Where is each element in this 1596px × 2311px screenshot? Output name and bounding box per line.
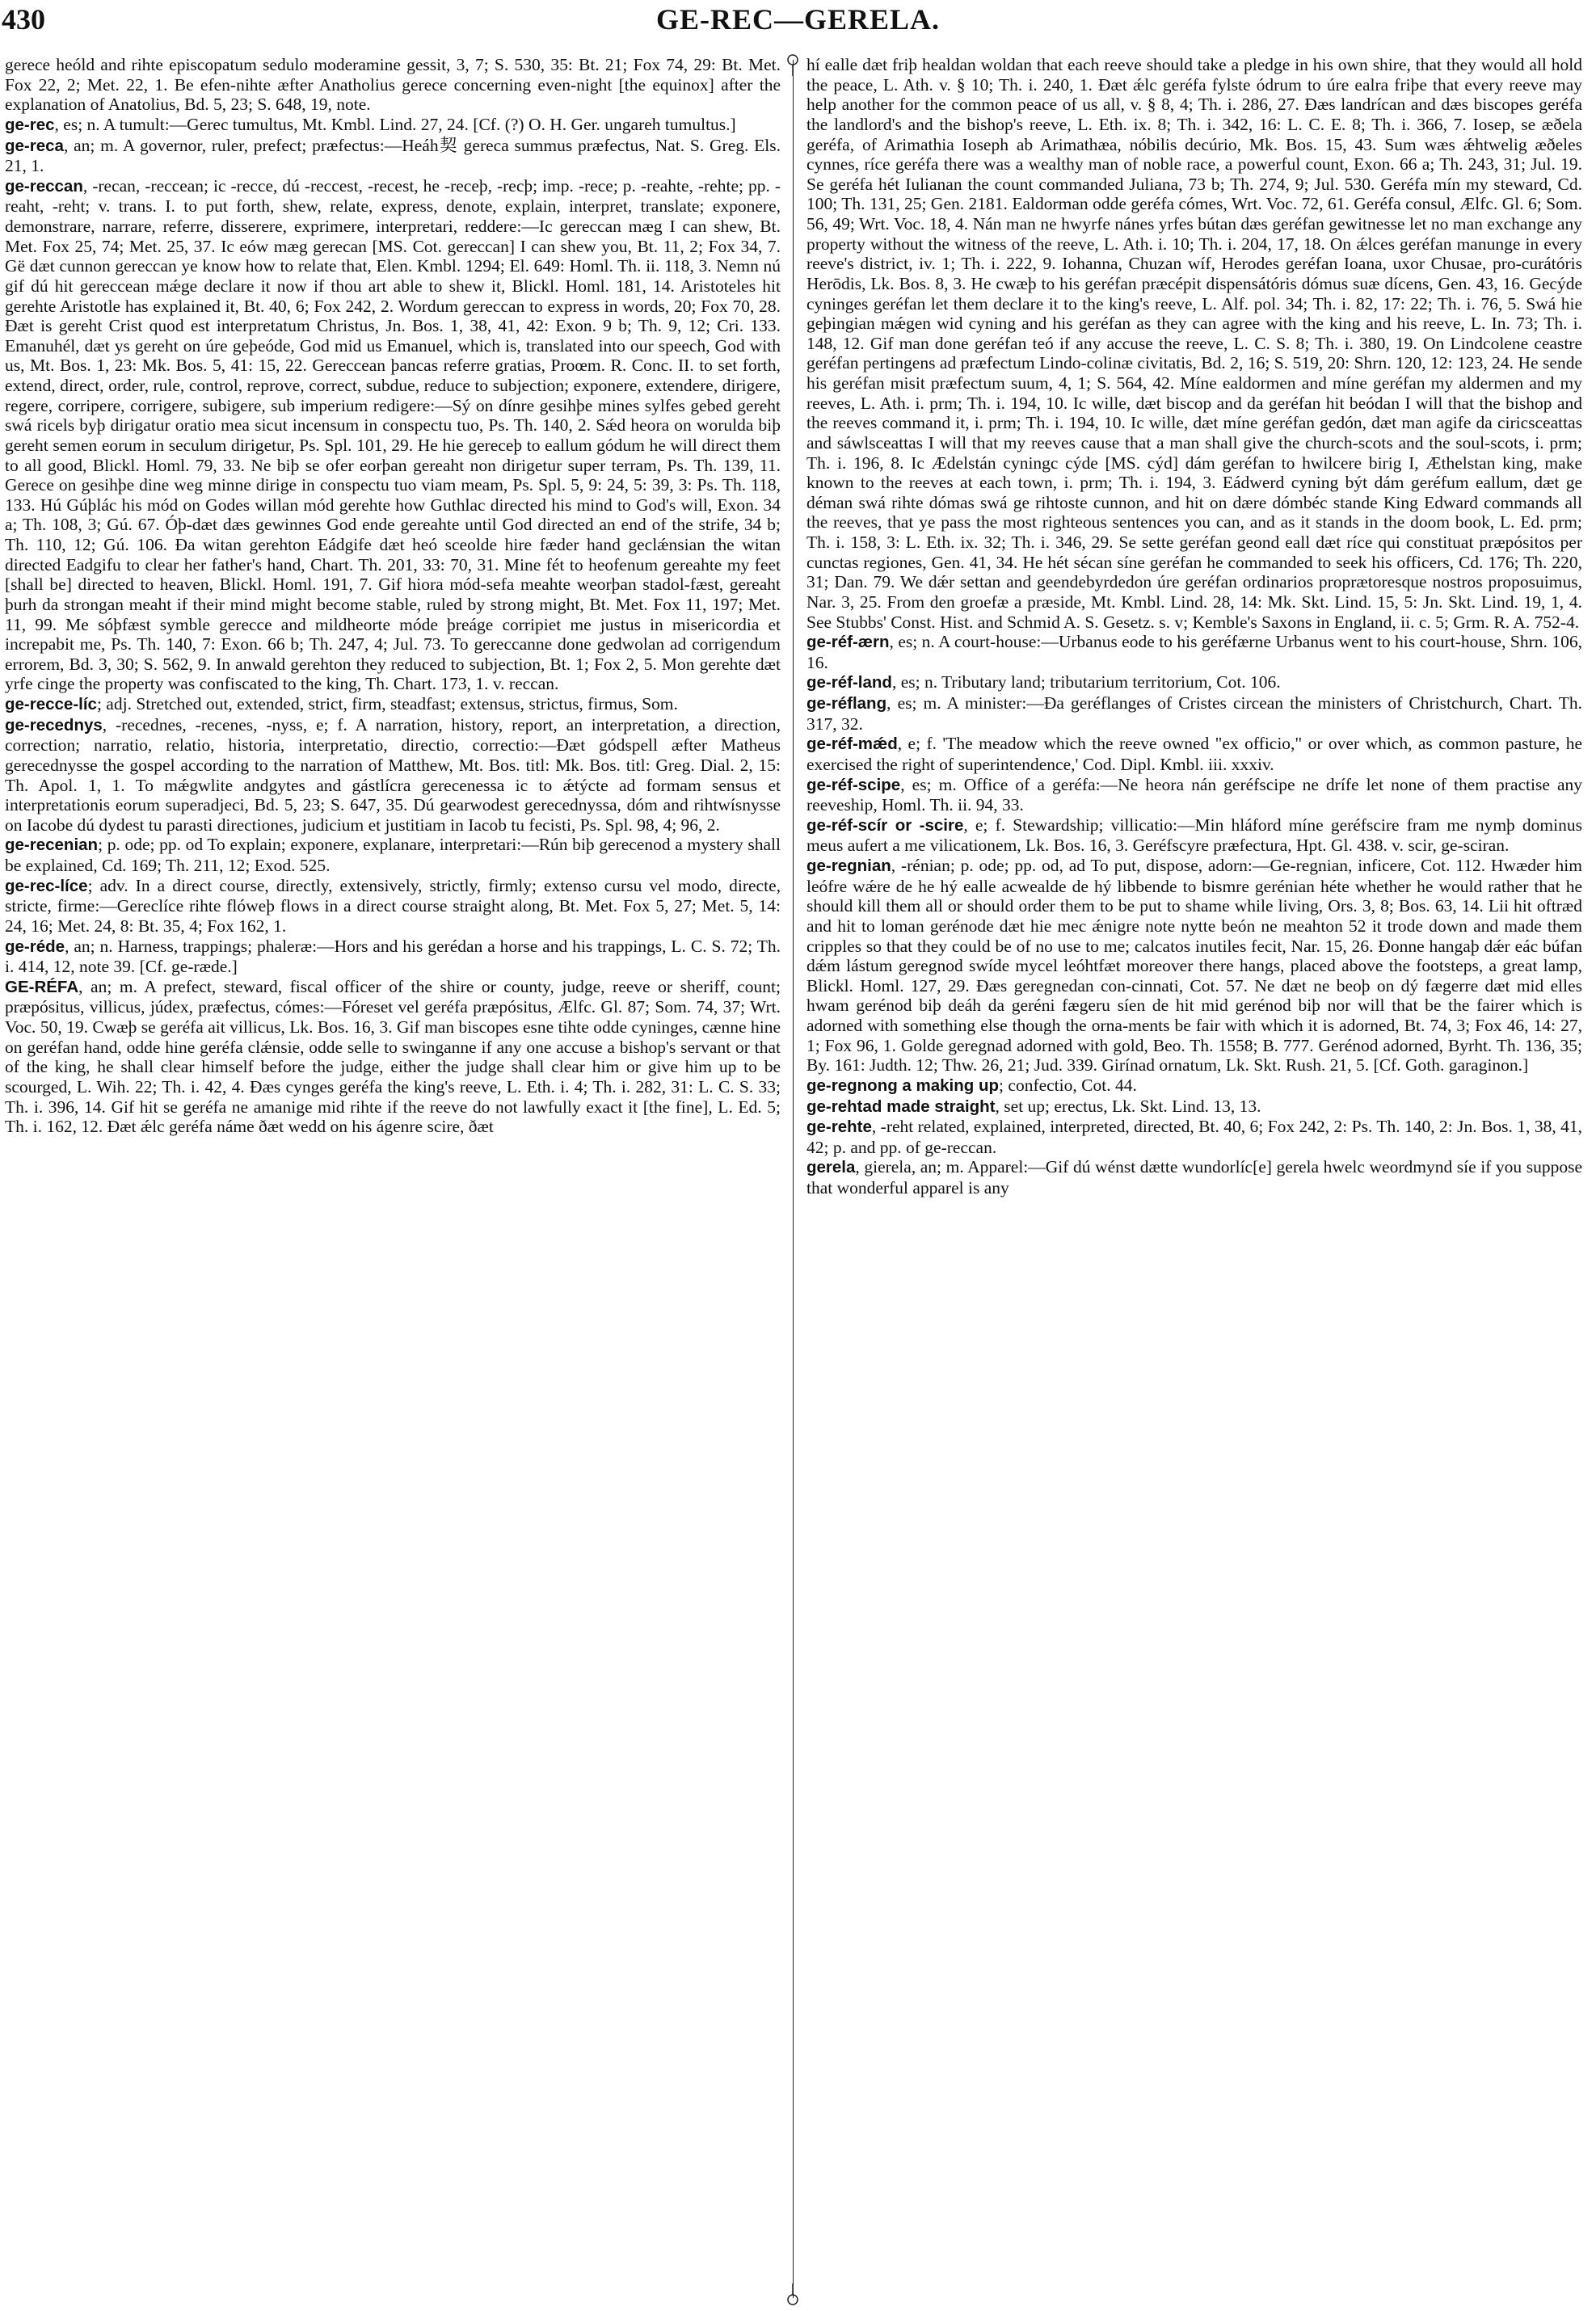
dictionary-entry: ge-réf-scír or -scire, e; f. Stewardship; villicatio:—Min hláford míne geréfscire fram me nymþ dominus meus aufert a me vilicationem, Lk. Bos. 16, 3. Geréfscyre præfectura, Hpt. Gl. 438. v. scir, ge-sciran.: [806, 815, 1582, 856]
entry-headword: ge-recenian: [5, 836, 99, 855]
dictionary-entry: ge-réflang, es; m. A minister:—Ða geréflanges of Cristes circean the ministers of Christchurch, Chart. Th. 317, 32.: [806, 693, 1582, 734]
dictionary-entry: ge-regnong a making up; confectio, Cot. 44.: [806, 1075, 1137, 1095]
entry-headword: ge-recednys: [5, 715, 103, 735]
entry-headword: ge-réf-scipe: [806, 775, 901, 794]
column-ornament-bottom-icon: [781, 2284, 805, 2308]
dictionary-entry: ge-regnian, -rénian; p. ode; pp. od, ad To put, dispose, adorn:—Ge-regnian, inficere, Cot. 112. Hwæder him leófre wǽre de he hý ealle acwealde de hý libbende to bismre gerénian héte whether he would rather that he should kill them all or should order them to be put to shame while living, Ors. 3, 8; Bos. 63, 14. Lii hit oftræd and hit to loman gerénode dæt hie mec ǽnigre note nytte beón ne meahton 52 it trode down and made them cripples so that they could be of no use to me; calcatos inutiles fecit, Nar. 15, 26. Ðonne hangaþ dǽr eác búfan dǽm lástum geregnod swíde mycel leóhtfæt moreover there hangs, placed above the footsteps, a great lamp, Blickl. Homl. 127, 29. Ðæs geregnedan con-cinnati, Cot. 57. Ne dæt ne beoþ on dý fægerre dæt mid elles hwam gerénod biþ deáh da geréni fægeru síen de hit mid gerénod biþ nor will that be the fairer which is adorned with something else though the orna-ments be fair with which it is adorned, Bt. 74, 3; Fox 46, 14: 27, 1; Fox 96, 1. Golde geregnad adorned with gold, Beo. Th. 1558; B. 777. Gerénod adorned, Byrht. Th. 136, 35; By. 161: Judth. 12; Thw. 26, 21; Jud. 339. Girínad ornatum, Lk. Skt. Rush. 21, 5. [Cf. Goth. garaginon.]: [806, 856, 1582, 1076]
dictionary-entry: ge-rec, es; n. A tumult:—Gerec tumultus, Mt. Kmbl. Lind. 27, 24. [Cf. (?) O. H. Ger. ungareh tumultus.]: [5, 114, 736, 134]
entry-headword: ge-réflang: [806, 694, 887, 713]
entry-headword: ge-reccan: [5, 176, 83, 196]
dictionary-entry: ge-réf-mǽd, e; f. 'The meadow which the reeve owned "ex officio," or over which, as common pasture, he exercised the right of superintendence,' Cod. Dipl. Kmbl. iii. xxxiv.: [806, 734, 1582, 774]
dictionary-entry: ge-recednys, -recednes, -recenes, -nyss, e; f. A narration, history, report, an interpretation, a direction, correction; narratio, relatio, historia, interpretatio, directio, correctio:—Ðæt gódspell æfter Matheus gerecednysse the gospel according to the narration of Matthew, Mt. Bos. titl: Mk. Bos. titl: Greg. Dial. 2, 15: Th. Apol. 1, 1. To mǽgwlite andgytes and gástlícra gerecenessa ic to ǽtýcte ad formam sensus et interpretationis eorum superadjeci, Bd. 5, 23; S. 647, 35. Dú gearwodest gerecednyssa, dóm and rihtwísnysse on Iacobe dú dydest tu parasti directiones, judicium et justitiam in Iacob tu fecisti, Ps. Spl. 98, 4; 96, 2.: [5, 714, 781, 835]
entry-headword: ge-réf-ærn: [806, 633, 890, 652]
column-divider: [793, 60, 794, 2298]
entry-headword: ge-rec-líce: [5, 876, 88, 895]
entry-headword: gerela: [806, 1158, 856, 1177]
entry-headword: ge-regnong a making up: [806, 1076, 1000, 1095]
dictionary-entry: ge-reca, an; m. A governor, ruler, prefect; præfectus:—Heáh契 gereca summus præfectus, Nat. S. Greg. Els. 21, 1.: [5, 135, 781, 176]
dictionary-entry: ge-rehte, -reht related, explained, interpreted, directed, Bt. 40, 6; Fox 242, 2: Ps. Th. 140, 2: Jn. Bos. 1, 38, 41, 42; p. and pp. of ge-reccan.: [806, 1117, 1582, 1157]
dictionary-entry: ge-réf-ærn, es; n. A court-house:—Urbanus eode to his geréfærne Urbanus went to his court-house, Shrn. 106, 16.: [806, 632, 1582, 672]
dictionary-entry: ge-réf-scipe, es; m. Office of a geréfa:—Ne heora nán geréfscipe ne drífe let none of them practise any reeveship, Homl. Th. ii. 94, 33.: [806, 774, 1582, 815]
entry-headword: ge-regnian: [806, 857, 891, 875]
running-title: GE-REC—GERELA.: [655, 3, 941, 36]
entry-headword: ge-rehtad made straight: [806, 1097, 996, 1116]
dictionary-entry: gerela, gierela, an; m. Apparel:—Gif dú wénst dætte wundorlíc[e] gerela hwelc weordmynd síe if you suppose that wonderful apparel is any: [806, 1157, 1582, 1198]
dictionary-entry: ge-rehtad made straight, set up; erectus, Lk. Skt. Lind. 13, 13.: [806, 1096, 1261, 1116]
dictionary-entry: GE-RÉFA, an; m. A prefect, steward, fiscal officer of the shire or county, judge, reeve or sheriff, count; præpósitus, villicus, júdex, præfectus, cómes:—Fóreset vel geréfa præpósitus, Ælfc. Gl. 87; Som. 74, 37; Wrt. Voc. 50, 19. Cwæþ se geréfa ait villicus, Lk. Bos. 16, 3. Gif man biscopes esne tihte odde cyninges, cænne hine on geréfan hand, odde hine geréfa clǽnsie, odde selle to swinganne if any one accuse a bishop's servant or that of the king, he shall clear himself before the judge, either the judge shall clear him or give him up to be scourged, L. Wih. 22; Th. i. 42, 4. Ðæs cynges geréfa the king's reeve, L. Eth. i. 4; Th. i. 282, 31: L. C. S. 33; Th. i. 396, 14. Gif hit se geréfa ne amanige mid rihte if the reeve do not lawfully exact it [the fine], L. Ed. 5; Th. i. 162, 12. Ðæt ǽlc geréfa náme ðæt wedd on his ágenre scire, ðæt: [5, 976, 781, 1137]
left-column: [5, 55, 781, 2301]
entry-headword: ge-réf-land: [806, 673, 892, 692]
right-column: [806, 55, 1582, 2301]
entry-headword: ge-réf-mǽd: [806, 735, 898, 754]
dictionary-entry: hí ealle dæt friþ healdan woldan that each reeve should take a pledge in his own shire, that they would all hold the peace, L. Ath. v. § 10; Th. i. 240, 1. Ðæt ǽlc geréfa fylste ódrum to úre ealra friþe that every reeve may help another for the common peace of us all, v. § 8, 4; Th. i. 286, 27. Ðæs landrícan and dæs biscopes geréfa the landlord's and the bishop's reeve, L. Eth. ix. 8; Th. i. 342, 16: L. C. E. 8; Th. i. 366, 7. Iosep, se æðela geréfa, of Arimathia Ioseph ab Arimathæa, nóbilis decúrio, Mk. Bos. 15, 43. Sum wæs ǽhtwelig æðeles cynnes, ríce geréfa there was a wealthy man of noble race, a powerful count, Exon. 66 a; Th. 243, 31; Jul. 19. Se geréfa hét Iulianan the count commanded Juliana, 73 b; Th. 274, 9; Jul. 530. Geréfa mín my steward, Cd. 100; Th. 131, 25; Gen. 2181. Ealdorman odde geréfa cómes, Wrt. Voc. 72, 61. Geréfa consul, Ælfc. Gl. 6; Som. 56, 49; Wrt. Voc. 18, 4. Nán man ne hwyrfe nánes yrfes bútan dæs geréfan gewitnesse let no man exchange any property without the witness of the reeve, L. Ath. i. 10; Th. i. 204, 17, 18. On ǽlces geréfan manunge in every reeve's district, iv. 1; Th. i. 222, 9. Iohanna, Chuzan wíf, Herodes geréfan Ioana, uxor Chusae, pro-curátóris Herōdis, Lk. Bos. 8, 3. He cwæþ to his geréfan præcépit dispensátóris dómus suæ dícens, Gen. 43, 16. Gecýde cyninges geréfan let them declare it to the king's reeve, L. Alf. pol. 34; Th. i. 82, 17: 22; Th. i. 76, 5. Swá hie geþingian mǽgen wid cyning and his geréfan as they can agree with the king and his reeve, L. In. 73; Th. i. 148, 12. Gif man done geréfan teó if any accuse the reeve, L. C. S. 8; Th. i. 380, 19. On Lindcolene ceastre geréfan pertingens ad præfectum Lindo-colinæ civitatis, Bd. 2, 16; S. 519, 20: Shrn. 120, 12: 123, 24. He sende his geréfan misit præfectum suum, 4, 1; S. 564, 42. Míne ealdormen and míne geréfan my aldermen and my reeves, L. Ath. i. prm; Th. i. 194, 10. Ic wille, dæt biscop and da geréfan hit beódan I will that the bishop and the reeves command it, i. prm; Th. i. 194, 10. Ic wille, dæt míne geréfan gedón, dæt man agife da ciricsceattas and sáwlsceattas I will that my reeves cause that a man shall give the church-scots and the soul-scots, i. prm; Th. i. 196, 8. Ic Ædelstán cyningc cýde [MS. cýd] dám geréfan to hwilcere birig I, Æthelstan king, make known to the reeves at each town, i. prm; Th. i. 194, 3. Eádwerd cyning být dám geréfum eallum, dæt ge déman swá rihte dómas swá ge rihtoste cunnon, and hit on dære dómbéc stande King Edward commands all the reeves, that ye pass the most righteous sentences you can, and as it stands in the doom book, L. Ed. prm; Th. i. 158, 3: L. Eth. ix. 32; Th. i. 346, 29. Se sette geréfan geond eall dæt ríce qui constituat præpósitos per cunctas regiones, Gen. 41, 34. He hét sécan síne geréfan he commanded to seek his officers, Cd. 176; Th. 220, 31; Dan. 79. We dǽr settan and geendebyrdedon úre geréfan ordinarios proprætoresque nostros proposuimus, Nar. 3, 25. From den groefæ a præside, Mt. Kmbl. Lind. 28, 14: Mk. Skt. Lind. 15, 5: Jn. Skt. Lind. 19, 1, 4. See Stubbs' Const. Hist. and Schmid A. S. Gesetz. s. v; Kemble's Saxons in England, ii. c. 5; Grm. R. A. 752-4.: [806, 55, 1582, 632]
entry-headword: ge-réde: [5, 937, 65, 956]
dictionary-entry: ge-reccan, -recan, -reccean; ic -recce, dú -reccest, -recest, he -receþ, -recþ; imp. -rece; p. -reahte, -rehte; pp. -reaht, -reht; v. trans. I. to put forth, shew, relate, express, denote, explain, interpret, translate; exponere, demonstrare, narrare, referre, disserere, exprimere, interpretari, reddere:—Ic gereccan mæg I can shew, Bt. Met. Fox 25, 74; Met. 25, 37. Ic eów mæg gerecan [MS. Cot. gereccan] I can shew you, Bt. 11, 2; Fox 34, 7. Gë dæt cunnon gereccan ye know how to relate that, Elen. Kmbl. 1294; El. 649: Homl. Th. ii. 118, 3. Nemn nú gif dú hit gereccean mǽge declare it now if thou art able to shew it, Blickl. Homl. 181, 14. Aristoteles hit gerehte Aristotle has explained it, Bt. 40, 6; Fox 242, 2. Wordum gereccan to express in words, 20; Fox 70, 28. Ðæt is gereht Crist quod est interpretatum Christus, Jn. Bos. 1, 38, 41, 42: Exon. 9 b; Th. 9, 12; Cri. 133. Emanuhél, dæt ys gereht on úre geþeóde, God mid us Emanuel, which is, translated into our speech, God with us, Mt. Bos. 1, 23: Mk. Bos. 5, 41: 15, 22. Gereccean þancas referre gratias, Proœm. R. Conc. II. to set forth, extend, direct, order, rule, control, reprove, correct, subdue, reduce to subjection; exponere, extendere, dirigere, regere, corripere, corrigere, subigere, sub imperium redigere:—Sý on dínre gesihþe mines sylfes gebed gereht swá ricels byþ dirigatur oratio mea sicut incensum in conspectu tuo, Ps. Th. 140, 2. Sǽd heora on worulda biþ gereht semen eorum in seculum dirigetur, Ps. Spl. 101, 29. He hie gereceþ to eallum gódum he will direct them to all good, Blickl. Homl. 79, 33. Ne biþ se ofer eorþan gereaht non dirigetur super terram, Ps. Th. 139, 11. Gerece on gesihþe dine weg minne dirige in conspectu tuo viam meam, Ps. Spl. 5, 9: 24, 5: 39, 3: Ps. Th. 118, 133. Hú Gúþlác his mód on Godes willan mód gerehte how Guthlac directed his mind to God's will, Exon. 34 a; Th. 108, 3; Gú. 67. Óþ-dæt dæs gewinnes God ende gereahte until God directed an end of the strife, 34 b; Th. 110, 12; Gú. 106. Ða witan gerehton Eádgife dæt heó sceolde hire fæder hand geclǽnsian the witan directed Eadgifu to clear her father's hand, Chart. Th. 201, 33: 70, 31. Mine fét to heofenum gereahte my feet [shall be] directed to heaven, Blickl. Homl. 191, 7. Gif hiora mód-sefa meahte weorþan stadol-fæst, gereaht þurh da strongan meaht if their mind might become stable, ruled by strong might, Bt. Met. Fox 11, 197; Met. 11, 99. Me sóþfæst symble gerecce and mildheorte móde þreáge corripiet me justus in misericordia et increpabit me, Ps. Th. 140, 7: Exon. 66 b; Th. 247, 4; Jul. 73. To gereccanne done gedwolan ad corrigendum errorem, Bd. 3, 30; S. 562, 9. In anwald gerehton they reduced to subjection, Bt. 1; Fox 2, 5. Mon gerehte dæt yrfe cinge the property was confiscated to the king, Th. Chart. 173, 1. v. reccan.: [5, 175, 781, 694]
page-number: 430: [2, 3, 45, 36]
dictionary-entry: ge-recce-líc; adj. Stretched out, extended, strict, firm, steadfast; extensus, strictus, firmus, Som.: [5, 694, 678, 714]
entry-headword: ge-reca: [5, 136, 64, 155]
dictionary-entry: ge-rec-líce; adv. In a direct course, directly, extensively, strictly, firmly; extenso cursu vel modo, directe, stricte, firme:—Gereclíce rihte flóweþ flows in a direct course straight along, Bt. Met. Fox 5, 27; Met. 5, 14: 24, 16; Met. 24, 8: Bt. 35, 4; Fox 162, 1.: [5, 875, 781, 936]
entry-headword: ge-recce-líc: [5, 695, 97, 714]
dictionary-entry: ge-réde, an; n. Harness, trappings; phaleræ:—Hors and his gerédan a horse and his trappings, L. C. S. 72; Th. i. 414, 12, note 39. [Cf. ge-ræde.]: [5, 936, 781, 977]
dictionary-entry: ge-réf-land, es; n. Tributary land; tributarium territorium, Cot. 106.: [806, 672, 1281, 692]
entry-headword: GE-RÉFA: [5, 977, 79, 996]
entry-headword: ge-rec: [5, 115, 55, 134]
running-head: [0, 0, 1596, 53]
entry-headword: ge-réf-scír or -scire: [806, 815, 964, 835]
entry-headword: ge-rehte: [806, 1118, 872, 1137]
dictionary-entry: ge-recenian; p. ode; pp. od To explain; exponere, explanare, interpretari:—Rún biþ gerecenod a mystery shall be explained, Cd. 169; Th. 211, 12; Exod. 525.: [5, 835, 781, 875]
dictionary-entry: gerece heóld and rihte episcopatum sedulo moderamine gessit, 3, 7; S. 530, 35: Bt. 21; Fox 74, 29: Bt. Met. Fox 22, 2; Met. 22, 1. Be efen-nihte æfter Anatholius gerece concerning even-night [the equinox] after the explanation of Anatolius, Bd. 5, 23; S. 648, 19, note.: [5, 55, 781, 115]
